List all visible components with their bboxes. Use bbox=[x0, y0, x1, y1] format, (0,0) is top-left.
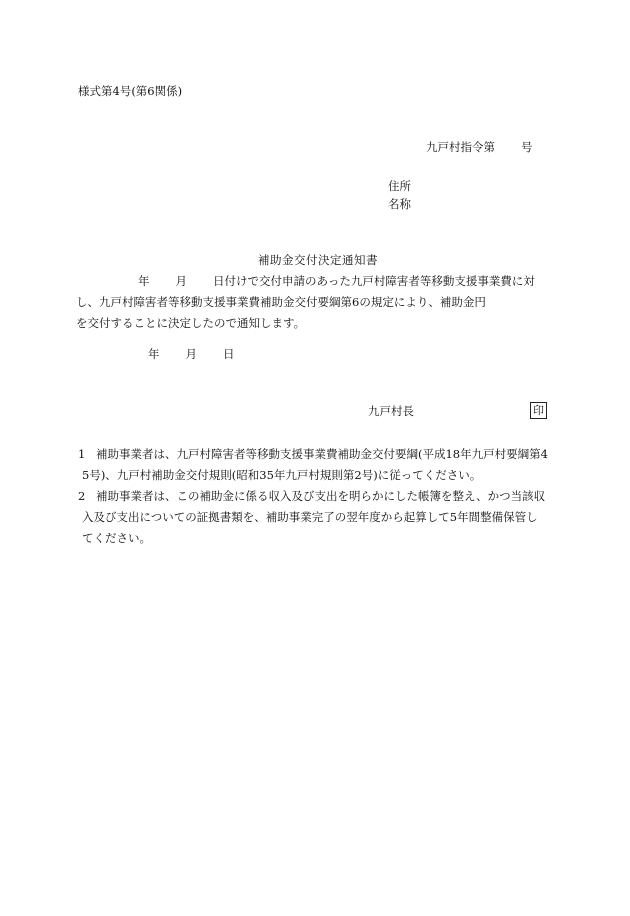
note-line: てください。 bbox=[82, 531, 151, 545]
document-title: 補助金交付決定通知書 bbox=[258, 253, 378, 267]
form-label: 様式第4号(第6関係) bbox=[78, 84, 183, 98]
notice-number-prefix: 九戸村指令第 bbox=[426, 140, 495, 154]
notice-number bbox=[426, 142, 533, 154]
body-line-2 bbox=[76, 292, 546, 313]
body-line-2-text: し、九戸村障害者等移動支援事業費補助金交付要綱第6の規定により、補助金 bbox=[76, 295, 475, 309]
body-line-1-text: 日付けで交付申請のあった九戸村障害者等移動支援事業費に対 bbox=[213, 274, 535, 288]
note-line: 補助事業者は、この補助金に係る収入及び支出を明らかにした帳簿を整え、かつ当該収 bbox=[96, 489, 546, 503]
recipient-address-label: 住所 bbox=[388, 179, 411, 193]
note-line: 5号)、九戸村補助金交付規則(昭和35年九戸村規則第2号)に従ってください。 bbox=[82, 468, 482, 482]
note-number: 1 bbox=[78, 447, 86, 461]
seal-stamp: 印 bbox=[530, 402, 547, 419]
notice-body bbox=[76, 271, 546, 334]
body-amount-unit: 円 bbox=[474, 295, 486, 309]
issue-date bbox=[148, 349, 235, 361]
note-line: 補助事業者は、九戸村障害者等移動支援事業費補助金交付要綱(平成18年九戸村要綱第4 bbox=[96, 447, 548, 461]
issue-date-day: 日 bbox=[223, 347, 235, 361]
note-line: 入及び支出についての証拠書類を、補助事業完了の翌年度から起算して5年間整備保管し bbox=[82, 510, 538, 524]
note-number: 2 bbox=[78, 489, 86, 503]
recipient-name-label: 名称 bbox=[388, 197, 411, 211]
body-month: 月 bbox=[175, 274, 187, 288]
body-line-1 bbox=[76, 271, 546, 292]
notes-section bbox=[78, 444, 550, 549]
body-year: 年 bbox=[138, 274, 150, 288]
issue-date-year: 年 bbox=[148, 347, 160, 361]
notice-number-suffix: 号 bbox=[521, 140, 533, 154]
issuer-title: 九戸村長 bbox=[368, 404, 414, 418]
body-line-3: を交付することに決定したので通知します。 bbox=[76, 316, 306, 330]
note-item bbox=[78, 444, 550, 486]
note-item bbox=[78, 486, 550, 549]
issue-date-month: 月 bbox=[185, 347, 197, 361]
